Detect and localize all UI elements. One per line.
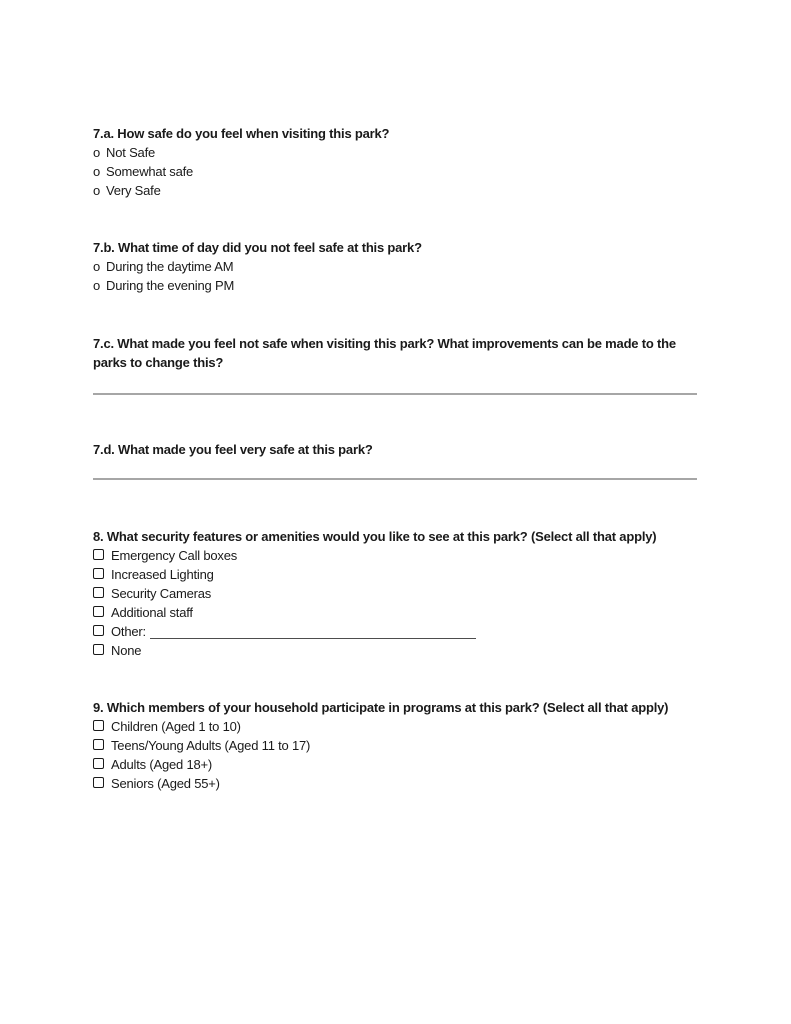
question-heading: 7.b. What time of day did you not feel safe at this park? — [93, 240, 422, 255]
option-label: Other: — [111, 624, 146, 639]
option-label: Security Cameras — [111, 586, 212, 601]
checkbox-icon[interactable] — [93, 720, 104, 731]
question-7a — [93, 124, 697, 200]
option-label: Additional staff — [111, 605, 193, 620]
radio-option[interactable] — [93, 276, 697, 295]
option-label: Teens/Young Adults (Aged 11 to 17) — [111, 738, 311, 753]
checkbox-icon[interactable] — [93, 644, 104, 655]
question-8 — [93, 527, 697, 660]
checkbox-icon[interactable] — [93, 549, 104, 560]
option-label: None — [111, 643, 142, 658]
answer-line[interactable] — [93, 459, 697, 480]
answer-line[interactable] — [93, 372, 697, 395]
checkbox-option[interactable] — [93, 641, 697, 660]
checkbox-option[interactable] — [93, 565, 697, 584]
question-heading: 7.a. How safe do you feel when visiting this park? — [93, 126, 390, 141]
option-label: Adults (Aged 18+) — [111, 757, 213, 772]
option-label: During the evening PM — [106, 278, 235, 293]
checkbox-icon[interactable] — [93, 625, 104, 636]
option-label: Children (Aged 1 to 10) — [111, 719, 241, 734]
radio-marker-icon: o — [93, 145, 101, 160]
checkbox-icon[interactable] — [93, 777, 104, 788]
question-heading: 9. Which members of your household participate in programs at this park? (Select all that apply) — [93, 700, 669, 715]
option-label: Very Safe — [106, 183, 161, 198]
radio-marker-icon: o — [93, 164, 101, 179]
question-7d — [93, 440, 697, 480]
option-label: Not Safe — [106, 145, 156, 160]
option-label: Increased Lighting — [111, 567, 214, 582]
checkbox-option-other[interactable] — [93, 622, 697, 641]
question-7b — [93, 238, 697, 295]
checkbox-option[interactable] — [93, 584, 697, 603]
checkbox-option[interactable] — [93, 717, 697, 736]
checkbox-option[interactable] — [93, 546, 697, 565]
checkbox-option[interactable] — [93, 774, 697, 793]
question-heading: 8. What security features or amenities would you like to see at this park? (Select all that apply) — [93, 529, 657, 544]
radio-marker-icon: o — [93, 183, 101, 198]
checkbox-icon[interactable] — [93, 739, 104, 750]
question-heading: 7.c. What made you feel not safe when visiting this park? What improvements can be made to the parks to change this? — [93, 336, 676, 370]
option-label: Emergency Call boxes — [111, 548, 238, 563]
checkbox-option[interactable] — [93, 755, 697, 774]
option-label: Somewhat safe — [106, 164, 194, 179]
checkbox-icon[interactable] — [93, 758, 104, 769]
radio-marker-icon: o — [93, 278, 101, 293]
option-label: During the daytime AM — [106, 259, 234, 274]
question-heading: 7.d. What made you feel very safe at this park? — [93, 442, 373, 457]
checkbox-option[interactable] — [93, 603, 697, 622]
question-9 — [93, 698, 697, 793]
question-7c — [93, 334, 697, 395]
radio-option[interactable] — [93, 181, 697, 200]
option-label: Seniors (Aged 55+) — [111, 776, 220, 791]
write-in-line[interactable] — [150, 634, 476, 639]
checkbox-icon[interactable] — [93, 606, 104, 617]
radio-option[interactable] — [93, 143, 697, 162]
radio-marker-icon: o — [93, 259, 101, 274]
checkbox-icon[interactable] — [93, 587, 104, 598]
radio-option[interactable] — [93, 257, 697, 276]
checkbox-icon[interactable] — [93, 568, 104, 579]
checkbox-option[interactable] — [93, 736, 697, 755]
radio-option[interactable] — [93, 162, 697, 181]
